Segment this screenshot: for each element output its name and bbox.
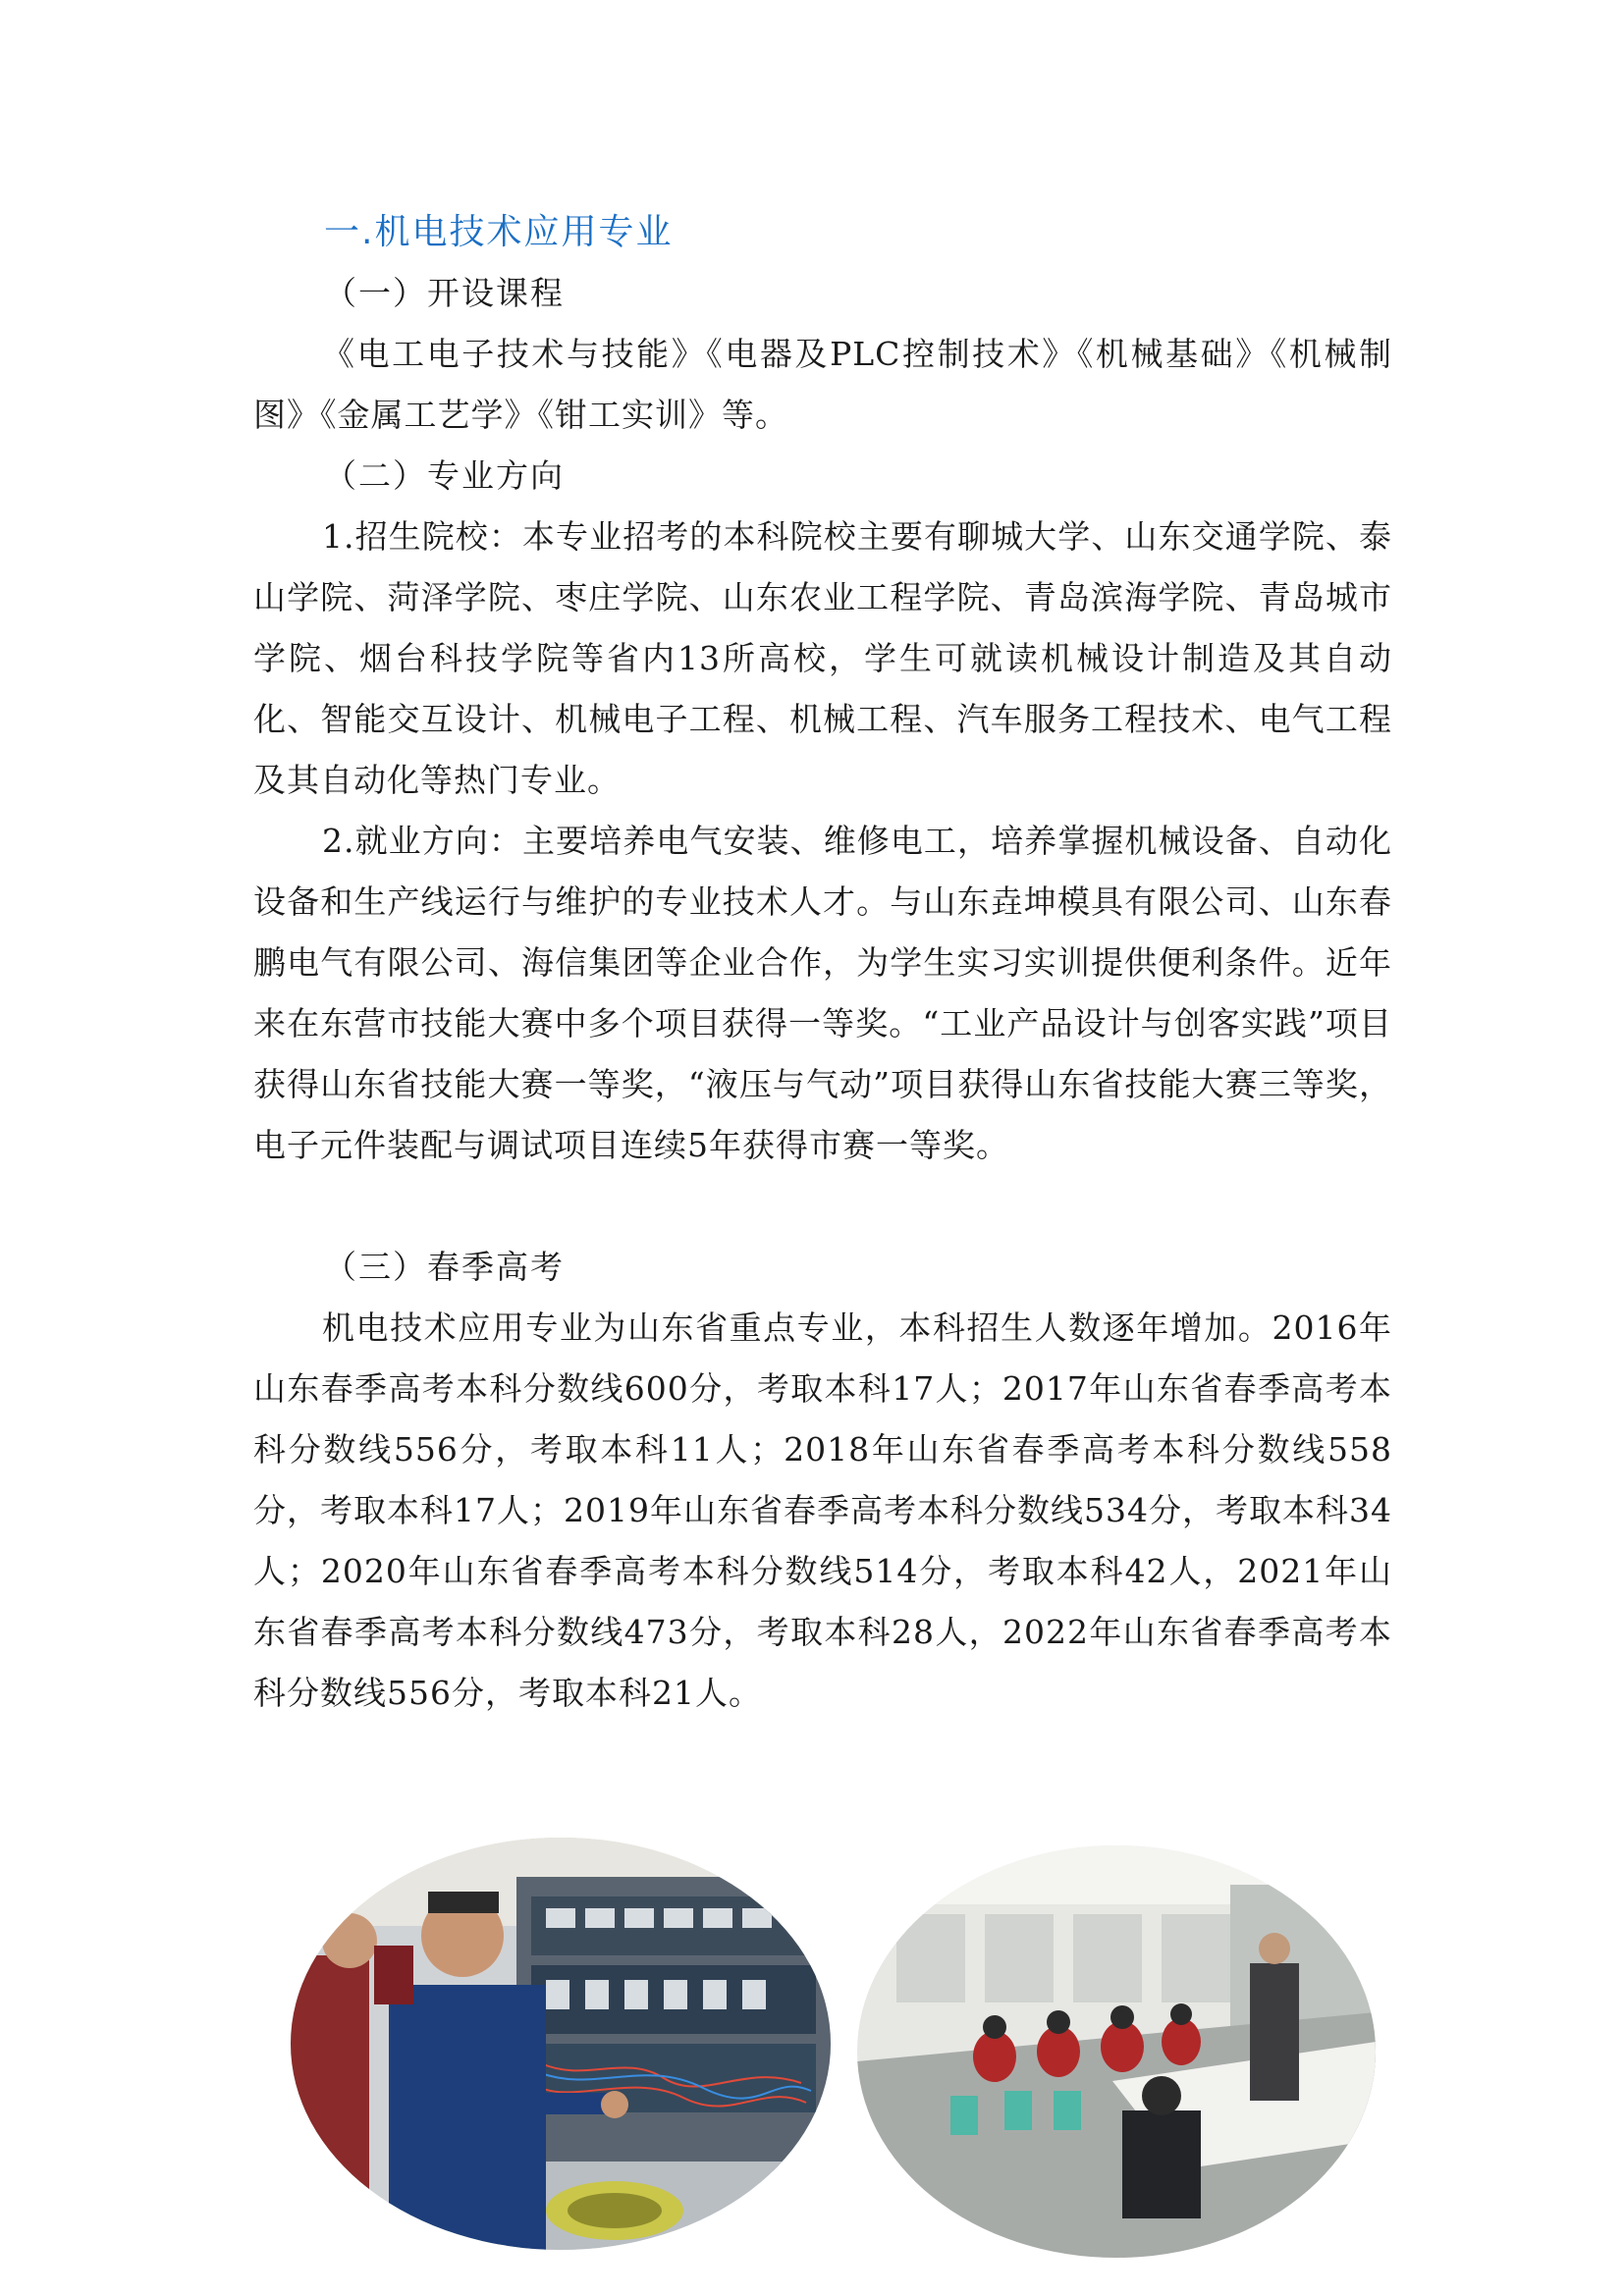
exam-paragraph: 机电技术应用专业为山东省重点专业，本科招生人数逐年增加。2016年山东春季高考本科分数线600分，考取本科17人；2017年山东省春季高考本科分数线556分，考取本科11人；2018年山东省春季高考本科分数线558分，考取本科17人；2019年山东省春季高考本科分数线534分，考取本科34人；2020年山东省春季高考本科分数线514分，考取本科42人，2021年山东省春季高考本科分数线473分，考取本科28人，2022年山东省春季高考本科分数线556分，考取本科21人。 [253, 1308, 1392, 1712]
section-title: 一.机电技术应用专业 [324, 212, 674, 252]
teacher-demonstration-illustration [291, 1838, 831, 2250]
direction-item-2: 2.就业方向：主要培养电气安装、维修电工，培养掌握机械设备、自动化设备和生产线运行与维护的专业技术人才。与山东垚坤模具有限公司、山东春鹏电气有限公司、海信集团等企业合作，为学生实习实训提供便利条件。近年来在东营市技能大赛中多个项目获得一等奖。“工业产品设计与创客实践”项目获得山东省技能大赛一等奖，“液压与气动”项目获得山东省技能大赛三等奖，电子元件装配与调试项目连续5年获得市赛一等奖。 [253, 822, 1392, 1164]
exam-heading: （三）春季高考 [324, 1248, 565, 1286]
teacher-demonstration-photo [291, 1838, 831, 2250]
courses-paragraph: 《电工电子技术与技能》《电器及PLC控制技术》《机械基础》《机械制图》《金属工艺学》《钳工实训》等。 [253, 335, 1392, 434]
students-lab-illustration [857, 1845, 1376, 2258]
direction-text-block [253, 507, 1392, 1176]
courses-heading: （一）开设课程 [324, 274, 565, 312]
students-lab-photo [857, 1845, 1376, 2258]
exam-text-block [253, 1298, 1392, 1724]
courses-text-block [253, 324, 1392, 446]
direction-heading: （二）专业方向 [324, 456, 565, 495]
direction-item-1: 1.招生院校：本专业招考的本科院校主要有聊城大学、山东交通学院、泰山学院、菏泽学院、枣庄学院、山东农业工程学院、青岛滨海学院、青岛城市学院、烟台科技学院等省内13所高校，学生可就读机械设计制造及其自动化、智能交互设计、机械电子工程、机械工程、汽车服务工程技术、电气工程及其自动化等热门专业。 [253, 517, 1392, 799]
